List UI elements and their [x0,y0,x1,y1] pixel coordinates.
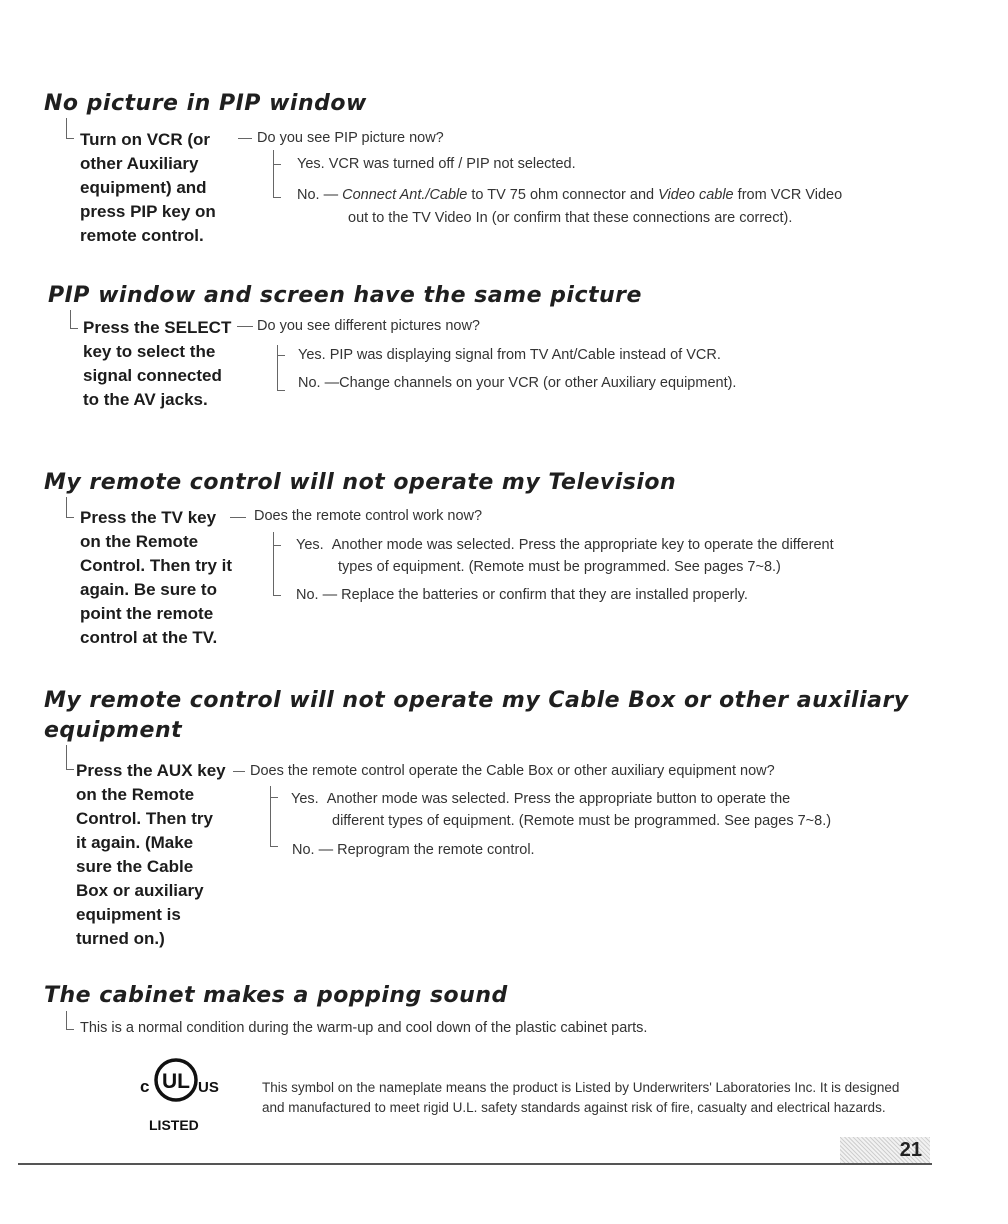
action-text: Press the TV key on the Remote Control. Then try it again. Be sure to point the remote control at the TV. [80,508,233,647]
yes-answer-continued: types of equipment. (Remote must be programmed. See pages 7~8.) [338,559,781,575]
no-answer: No. — Replace the batteries or confirm that they are installed properly. [296,587,748,603]
yes-answer: Yes. VCR was turned off / PIP not selected. [297,156,576,172]
no-answer: No. — Connect Ant./Cable to TV 75 ohm connector and Video cable from VCR Video [297,187,843,203]
section-heading-same-picture: PIP window and screen have the same picture [48,283,642,308]
page-number: 21 [840,1137,930,1163]
section-heading-remote-tv: My remote control will not operate my Television [44,470,677,495]
answer-bracket [273,150,274,198]
answer-bracket [270,786,271,847]
action-text: Turn on VCR (or other Auxiliary equipment) and press PIP key on remote control. [80,130,216,245]
section-heading-no-picture-pip: No picture in PIP window [44,91,367,116]
ul-logo-icon [132,1056,252,1136]
action-text: Press the AUX key on the Remote Control. Then try it again. (Make sure the Cable Box or auxiliary equipment is turned on.) [76,761,226,948]
svg-text:c: c [140,1077,150,1096]
bracket-line [70,310,78,329]
svg-text:US: US [198,1079,219,1096]
no-answer: No. —Change channels on your VCR (or other Auxiliary equipment). [298,375,737,391]
bracket-line [66,497,74,518]
bracket-line [66,745,74,770]
connector-dash [233,771,245,772]
answer-tick [273,197,281,198]
yes-answer: Yes. PIP was displaying signal from TV Ant/Cable instead of VCR. [298,347,721,363]
answer-tick [273,164,281,165]
yes-answer: Yes. Another mode was selected. Press the appropriate key to operate the different [296,537,834,553]
answer-tick [277,390,285,391]
question-text: Does the remote control operate the Cable Box or other auxiliary equipment now? [250,763,775,779]
yes-answer-continued: different types of equipment. (Remote must be programmed. See pages 7~8.) [332,813,832,829]
connector-dash [230,517,246,518]
answer-tick [270,846,278,847]
no-answer: No. — Reprogram the remote control. [292,842,535,858]
question-text: Do you see PIP picture now? [257,130,444,146]
answer-bracket [277,345,278,391]
svg-text:UL: UL [162,1070,190,1093]
yes-answer: Yes. Another mode was selected. Press the appropriate button to operate the [291,791,791,807]
bracket-line [66,118,74,139]
answer-tick [273,595,281,596]
footer-rule [18,1163,932,1165]
answer-bracket [273,532,274,596]
ul-description: This symbol on the nameplate means the product is Listed by Underwriters' Laboratories Inc. It is designed and manufactured to meet rigid U.L. safety standards against risk of fire, casualty and electrical hazards. [262,1080,900,1115]
section-heading-popping-sound: The cabinet makes a popping sound [44,983,508,1008]
answer-tick [277,355,285,356]
connector-dash [237,326,253,327]
popping-sound-text: This is a normal condition during the warm-up and cool down of the plastic cabinet parts. [80,1020,648,1036]
svg-text:LISTED: LISTED [149,1117,199,1133]
question-text: Does the remote control work now? [254,508,483,524]
connector-dash [238,138,252,139]
no-answer-continued: out to the TV Video In (or confirm that these connections are correct). [348,210,793,226]
question-text: Do you see different pictures now? [257,318,481,334]
answer-tick [270,797,278,798]
section-heading-remote-cable-box: My remote control will not operate my Cable Box or other auxiliary equipment [44,688,909,743]
ul-listed-logo [132,1056,252,1136]
action-text: Press the SELECT key to select the signal connected to the AV jacks. [83,318,232,409]
answer-tick [273,545,281,546]
bracket-line [66,1011,74,1030]
